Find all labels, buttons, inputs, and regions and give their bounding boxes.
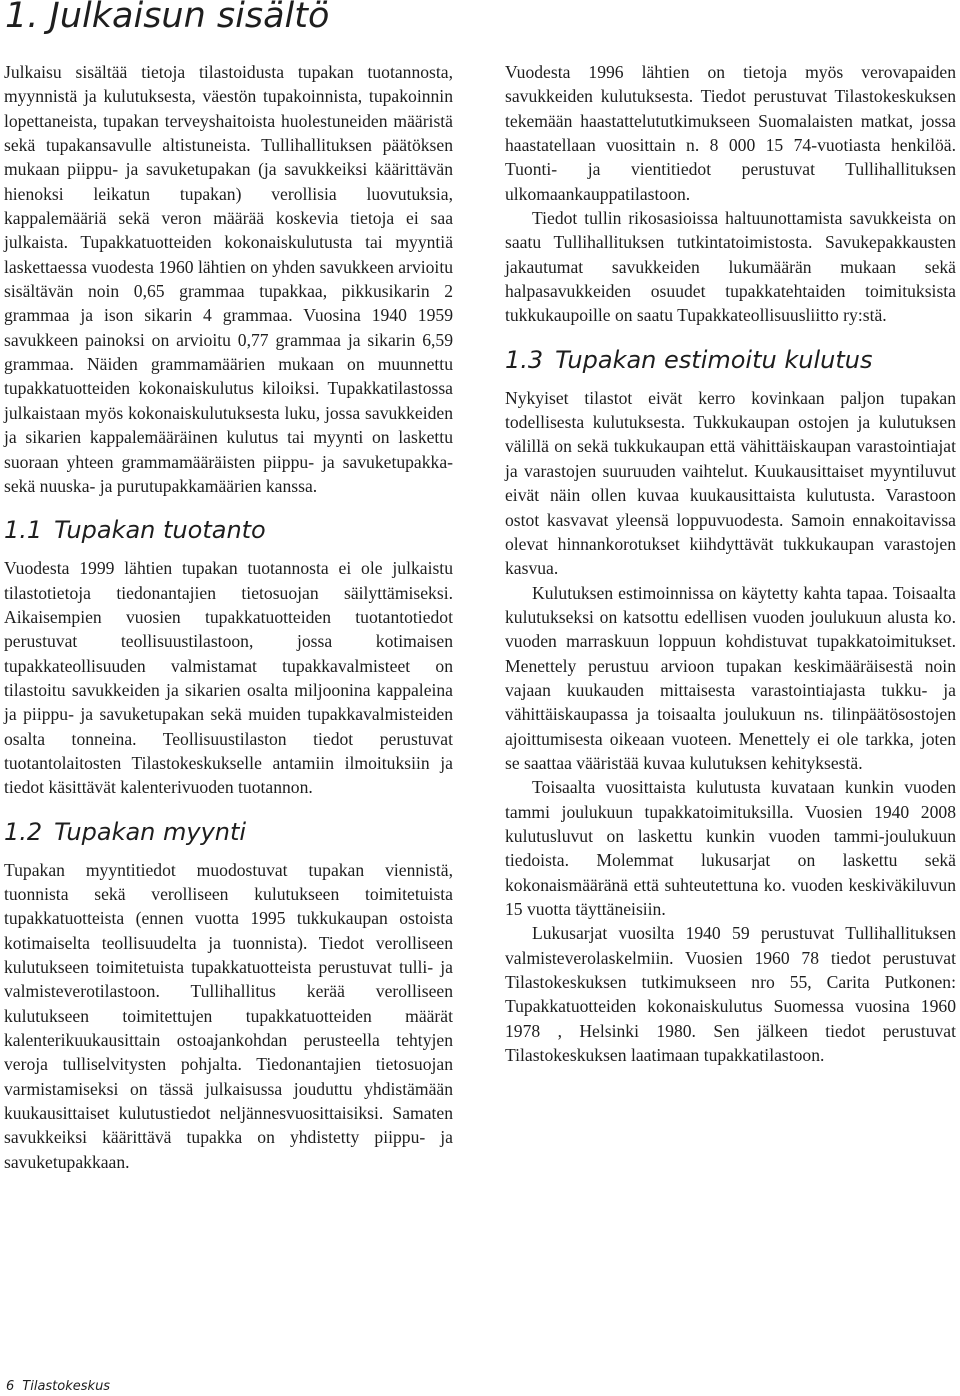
footer-publisher: Tilastokeskus (22, 1379, 111, 1394)
consumption-paragraph-4: Lukusarjat vuosilta 1940 59 perustuvat Tullihallituksen valmisteverolaskelmiin. Vuosien 1960 78 tiedot perustuvat Tilastokeskuksen tutkimukseen nro 55, Carita Putkonen: Tupakkatuotteiden kokonaiskulutus Suomessa vuosina 1960 1978 , Helsinki 1980. Sen jälkeen tiedot perustuvat Tilastokeskuksen laatimaan tupakkatilastoon. (505, 923, 956, 1066)
consumption-paragraph-2: Kulutuksen estimoinnissa on käytetty kahta tapaa. Toisaalta kulutukseksi on katsottu edellisen vuoden joulukuun alusta ko. vuoden marraskuun loppuun kohdistuvat tupakkatoimitukset. Menettely perustuu arvioon tupakan keskimääräisestä noin vajaan kuukauden mittaisesta varastointiajasta tukku- ja vähittäiskaupassa ja toisaalta joulukuun ns. tilinpäätösostojen ajoittumisesta oikeaan vuoteen. Menettely ei ole tarkka, joten se saattaa vääristää kuvaa kulutuksen kehityksestä. (505, 582, 956, 773)
section-heading-production (4, 515, 453, 545)
left-column (4, 60, 453, 1174)
page-title: 1. Julkaisun sisältö (5, 0, 330, 36)
right-column (505, 60, 956, 1067)
sales-paragraph-customs: Tiedot tullin rikosasioissa haltuunottamista savukkeista on saatu Tullihallituksen tutkintatoimistosta. Savukepakkausten jakautumat savukkeiden lukumäärän mukaan sekä halpasavukkeiden osuudet tupakkatehtaiden toimituksista tukkukaupoille on saatu Tupakkateollisuusliitto ry:stä. (505, 208, 956, 326)
intro-paragraph: Julkaisu sisältää tietoja tilastoidusta tupakan tuotannosta, myynnistä ja kulutuksesta, väestön tupakoinnista, tupakoinnin lopettaneista, tupakan terveyshaitoista huolestuneiden määristä sekä tupakansavulle altistuneista. Tullihallituksen päätöksen mukaan piippu- ja savuketupakan (ja savukkeiksi käärittävän hienoksi leikatun tupakan) verollisia luovutuksia, kappalemääriä sekä veron määrää koskevia tietoja ei saa julkaista. Tupakkatuotteiden kokonaiskulutusta tai myyntiä laskettaessa vuodesta 1960 lähtien on yhden savukkeen arvioitu sisältävän noin 0,65 grammaa tupakkaa, pikkusikarin 2 grammaa ja ison sikarin 4 grammaa. Vuosina 1940 1959 savukkeen painoksi on arvioitu 0,77 grammaa ja sikarin 6,59 grammaa. Näiden grammamäärien mukaan on muunnettu tupakkatuotteiden kokonaiskulutus kiloiksi. Tupakkatilastossa julkaistaan myös kokonaiskulutuksesta luku, jossa savukkeiden ja sikarien kappalemääräinen kulutus tai myynti on laskettu suoraan yhteen grammamääräisten piippu- ja savuketupakka- sekä nuuska- ja purutupakkamäärien kanssa. (4, 62, 454, 496)
sales-paragraph: Tupakan myyntitiedot muodostuvat tupakan viennistä, tuonnista sekä verolliseen kulutukseen toimitetuista tupakkatuotteista (ennen vuotta 1995 tukkukaupan ostoista kotimaiselta teollisuudelta ja tuonnista). Tiedot verolliseen kulutukseen toimitetuista tupakkatuotteista perustuvat tulli- ja valmisteverotilastoon. Tullihallitus kerää verolliseen kulutukseen toimitettujen tupakkatuotteiden määrät kalenterikuukausittain ostoajankohdan perusteella tehtyjen veroja tulliselvitysten pohjalta. Tiedonantajien tietosuojan varmistamiseksi on tässä julkaisussa jouduttu yhdistämään kuukausittaiset kulutustiedot neljännesvuosittaisiksi. Samaten savukkeiksi käärittävä tupakka on yhdistetty piippu- ja savuketupakkaan. (4, 859, 453, 1172)
production-paragraph: Vuodesta 1999 lähtien tupakan tuotannosta ei ole julkaistu tilastotietoja tiedonantajien tietosuojan säilyttämiseksi. Aikaisempien vuosien tupakkatuotteiden tuotantotiedot perustuvat teollisuustilastoon, jossa kotimaisen tupakkateollisuuden valmistamat tupakkavalmisteet on tilastoitu savukkeiden ja sikarien osalta miljoonina kappaleina ja piippu- ja savuketupakan sekä muiden tupakkavalmisteiden osalta tonneina. Teollisuustilaston tiedot perustuvat tuotantolaitosten Tilastokeskukselle antamiin ilmoituksiin ja tiedot käsittävät kalenterivuoden tuotannon. (4, 558, 453, 798)
section-number: 1.3 (505, 345, 544, 374)
section-title: Tupakan tuotanto (54, 516, 266, 545)
section-number: 1.1 (4, 516, 43, 545)
section-number: 1.2 (4, 817, 43, 846)
section-heading-sales (4, 817, 453, 847)
page-footer (6, 1378, 110, 1396)
consumption-paragraph-1: Nykyiset tilastot eivät kerro kovinkaan paljon tupakan todellisesta kulutuksesta. Tukkukaupan ostojen ja kulutuksen välillä on sekä tukkukaupan että vähittäiskaupan varastointiajat ja varastojen suuruuden vaihtelut. Kuukausittaiset myyntiluvut eivät näin ollen kuvaa kuukausittaista kulutusta. Varastoon ostot kasvavat yleensä loppuvuodesta. Samoin ennakoitavissa olevat hinnankorotukset kiihdyttävät tukkukaupan varastojen kasvua. (505, 387, 956, 579)
section-title: Tupakan estimoitu kulutus (555, 345, 873, 374)
section-title: Tupakan myynti (54, 817, 247, 846)
page-number: 6 (6, 1379, 15, 1394)
sales-paragraph-continued: Vuodesta 1996 lähtien on tietoja myös verovapaiden savukkeiden kulutuksesta. Tiedot perustuvat Tilastokeskuksen tekemään haastattelututkimukseen Suomalaisten matkat, jossa haastatellaan vuosittain n. 8 000 15 74-vuotiasta henkilöä. Tuonti- ja vientitiedot perustuvat Tullihallituksen ulkomaankauppatilastoon. (505, 62, 956, 204)
consumption-paragraph-3: Toisaalta vuosittaista kulutusta kuvataan kunkin vuoden tammi joulukuun tupakkatoimituksilla. Vuosien 1940 2008 kulutusluvut on laskettu kunkin vuoden tammi-joulukuun tiedoista. Molemmat lukusarjat on laskettu sekä kokonaismääränä että suhteutettuna ko. vuoden keskiväkiluvun 15 vuotta täyttäneisiin. (505, 777, 956, 919)
section-heading-estimated-consumption (505, 345, 956, 375)
